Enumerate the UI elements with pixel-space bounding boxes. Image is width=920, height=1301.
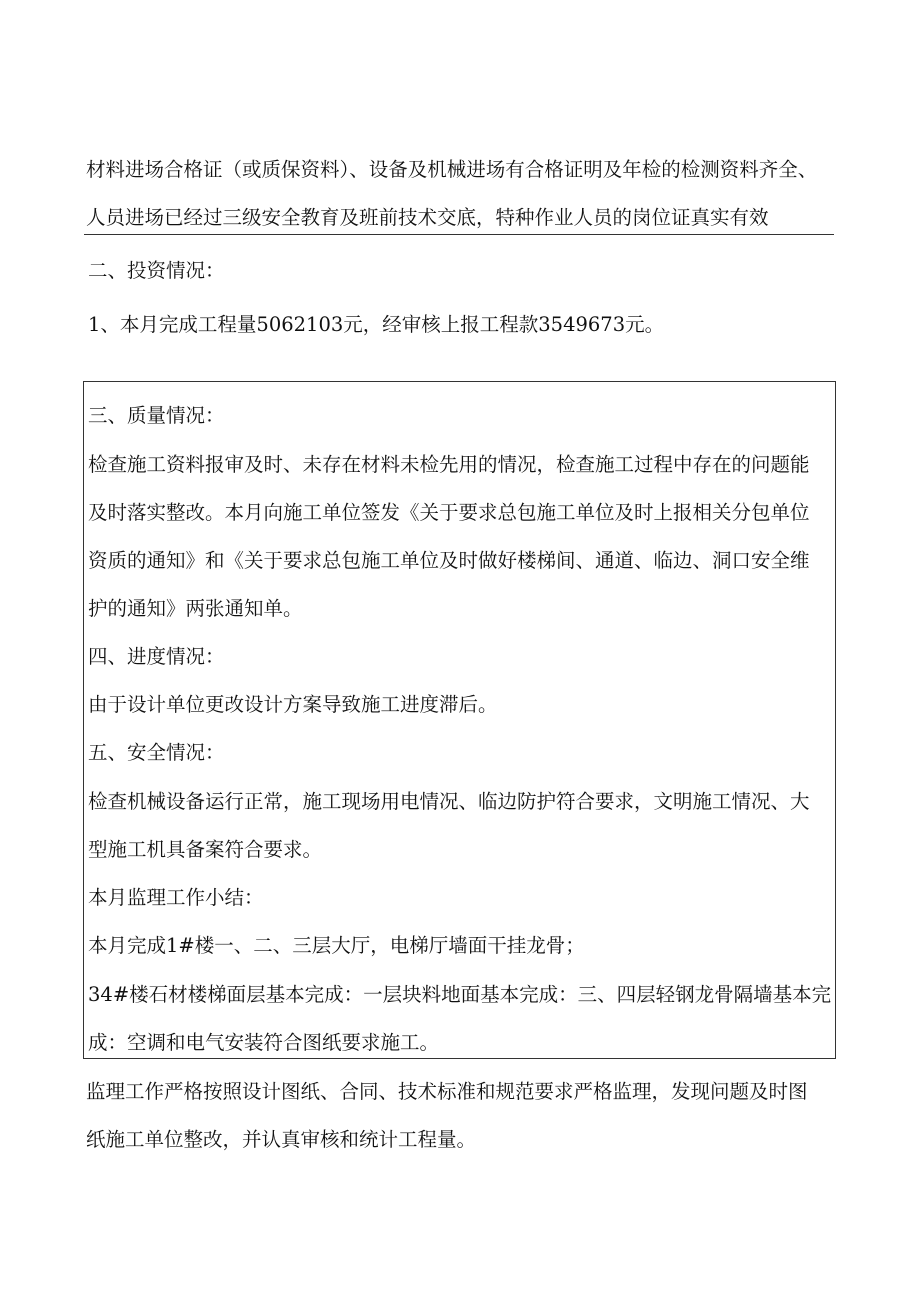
safety-heading: 五、安全情况：	[88, 741, 225, 764]
quality-line-2: 及时落实整改。本月向施工单位签发《关于要求总包施工单位及时上报相关分包单位	[88, 501, 810, 524]
summary-heading: 本月监理工作小结：	[88, 886, 264, 909]
quality-heading: 三、质量情况：	[88, 404, 225, 427]
quality-line-3: 资质的通知》和《关于要求总包施工单位及时做好楼梯间、通道、临边、洞口安全维	[88, 549, 810, 572]
summary-line-3: 成：空调和电气安装符合图纸要求施工。	[88, 1031, 440, 1054]
summary-line-1: 本月完成1#楼一、二、三层大厅，电梯厅墙面干挂龙骨；	[88, 934, 585, 957]
progress-heading: 四、进度情况：	[88, 645, 225, 668]
safety-line-2: 型施工机具备案符合要求。	[88, 838, 323, 861]
summary-line-2: 34#楼石材楼梯面层基本完成：一层块料地面基本完成：三、四层轻钢龙骨隔墙基本完	[88, 983, 832, 1006]
closing-line-2: 纸施工单位整改，并认真审核和统计工程量。	[86, 1128, 477, 1151]
closing-line-1: 监理工作严格按照设计图纸、合同、技术标准和规范要求严格监理，发现问题及时图	[86, 1080, 808, 1103]
investment-item-1: 1、本月完成工程量5062103元，经审核上报工程款3549673元。	[88, 313, 665, 336]
quality-line-4: 护的通知》两张通知单。	[88, 597, 303, 620]
top-text-line-2: 人员进场已经过三级安全教育及班前技术交底，特种作业人员的岗位证真实有效	[86, 206, 769, 229]
progress-text: 由于设计单位更改设计方案导致施工进度滞后。	[88, 693, 498, 716]
safety-line-1: 检查机械设备运行正常，施工现场用电情况、临边防护符合要求，文明施工情况、大	[88, 790, 810, 813]
top-text-line-1: 材料进场合格证（或质保资料）、设备及机械进场有合格证明及年检的检测资料齐全、	[86, 158, 818, 181]
investment-heading: 二、投资情况：	[88, 259, 225, 282]
divider-line	[84, 234, 834, 235]
report-box	[83, 381, 836, 1059]
quality-line-1: 检查施工资料报审及时、未存在材料未检先用的情况，检查施工过程中存在的问题能	[88, 453, 810, 476]
